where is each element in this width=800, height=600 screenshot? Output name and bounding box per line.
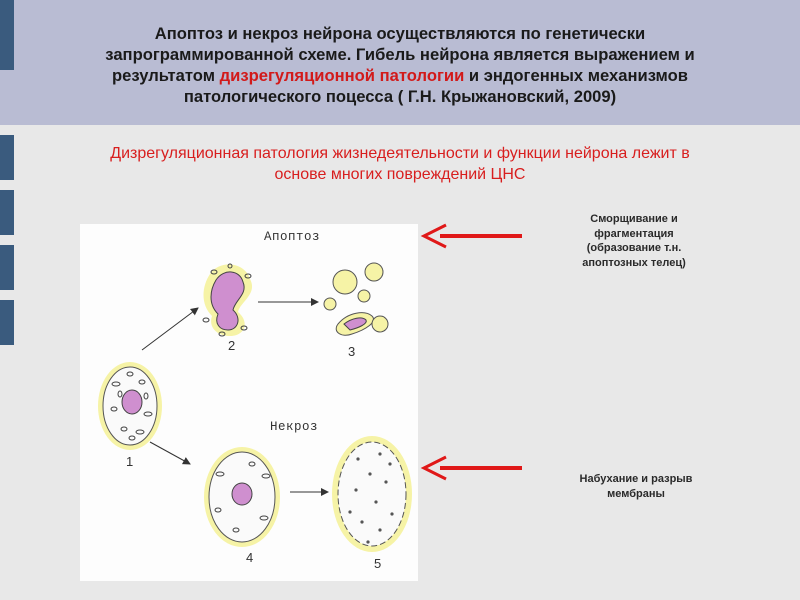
arrow-1-to-4 [150,442,190,464]
note-line: мембраны [607,487,665,500]
cell-swelling [204,447,280,547]
cell-number-5: 5 [374,556,382,571]
cell-rupture [332,436,412,552]
note-line: фрагментация [594,227,674,240]
title-line-3-start: результатом [112,66,220,85]
cell-shrinking [203,264,252,336]
label-apoptosis: Апоптоз [264,230,321,244]
note-line: апоптозных телец) [582,256,686,269]
cell-death-figure [80,224,418,581]
note-line: Сморщивание и [590,213,678,225]
left-stripe [0,135,14,180]
note-necrosis [536,472,736,501]
slide-subtitle [20,143,780,185]
subtitle-line-1: Дизрегуляционная патология жизнедеятельности и функции нейрона лежит в [110,145,690,162]
subtitle-line-2: основе многих повреждений ЦНС [274,166,526,183]
cell-number-2: 2 [228,338,236,353]
note-line: (образование т.н. [586,242,682,254]
title-highlight: дизрегуляционной патологии [219,66,465,85]
left-stripe [0,245,14,290]
cell-fragmented [324,263,388,335]
note-apoptosis [554,212,714,270]
cell-illustration [80,224,418,581]
pointer-arrow-apoptosis [418,222,524,250]
left-stripe [0,190,14,235]
cell-normal [98,362,162,450]
arrow-1-to-2 [142,308,198,350]
title-line-4: патологического поцесса ( Г.Н. Крыжановский, 2009) [183,87,617,106]
title-line-3 [28,65,772,86]
label-necrosis: Некроз [270,420,319,434]
slide-title [28,23,772,107]
title-line-2: запрограммированной схеме. Гибель нейрона является выражением и [105,45,695,64]
title-line-1: Апоптоз и некроз нейрона осуществляются по генетически [154,24,646,43]
left-stripe [0,0,14,70]
pointer-arrow-necrosis [418,454,524,482]
title-line-3-end: и эндогенных механизмов [464,66,688,85]
cell-number-3: 3 [348,344,356,359]
cell-number-4: 4 [246,550,254,565]
cell-number-1: 1 [126,454,134,469]
note-line: Набухание и разрыв [579,473,693,485]
left-stripe [0,300,14,345]
